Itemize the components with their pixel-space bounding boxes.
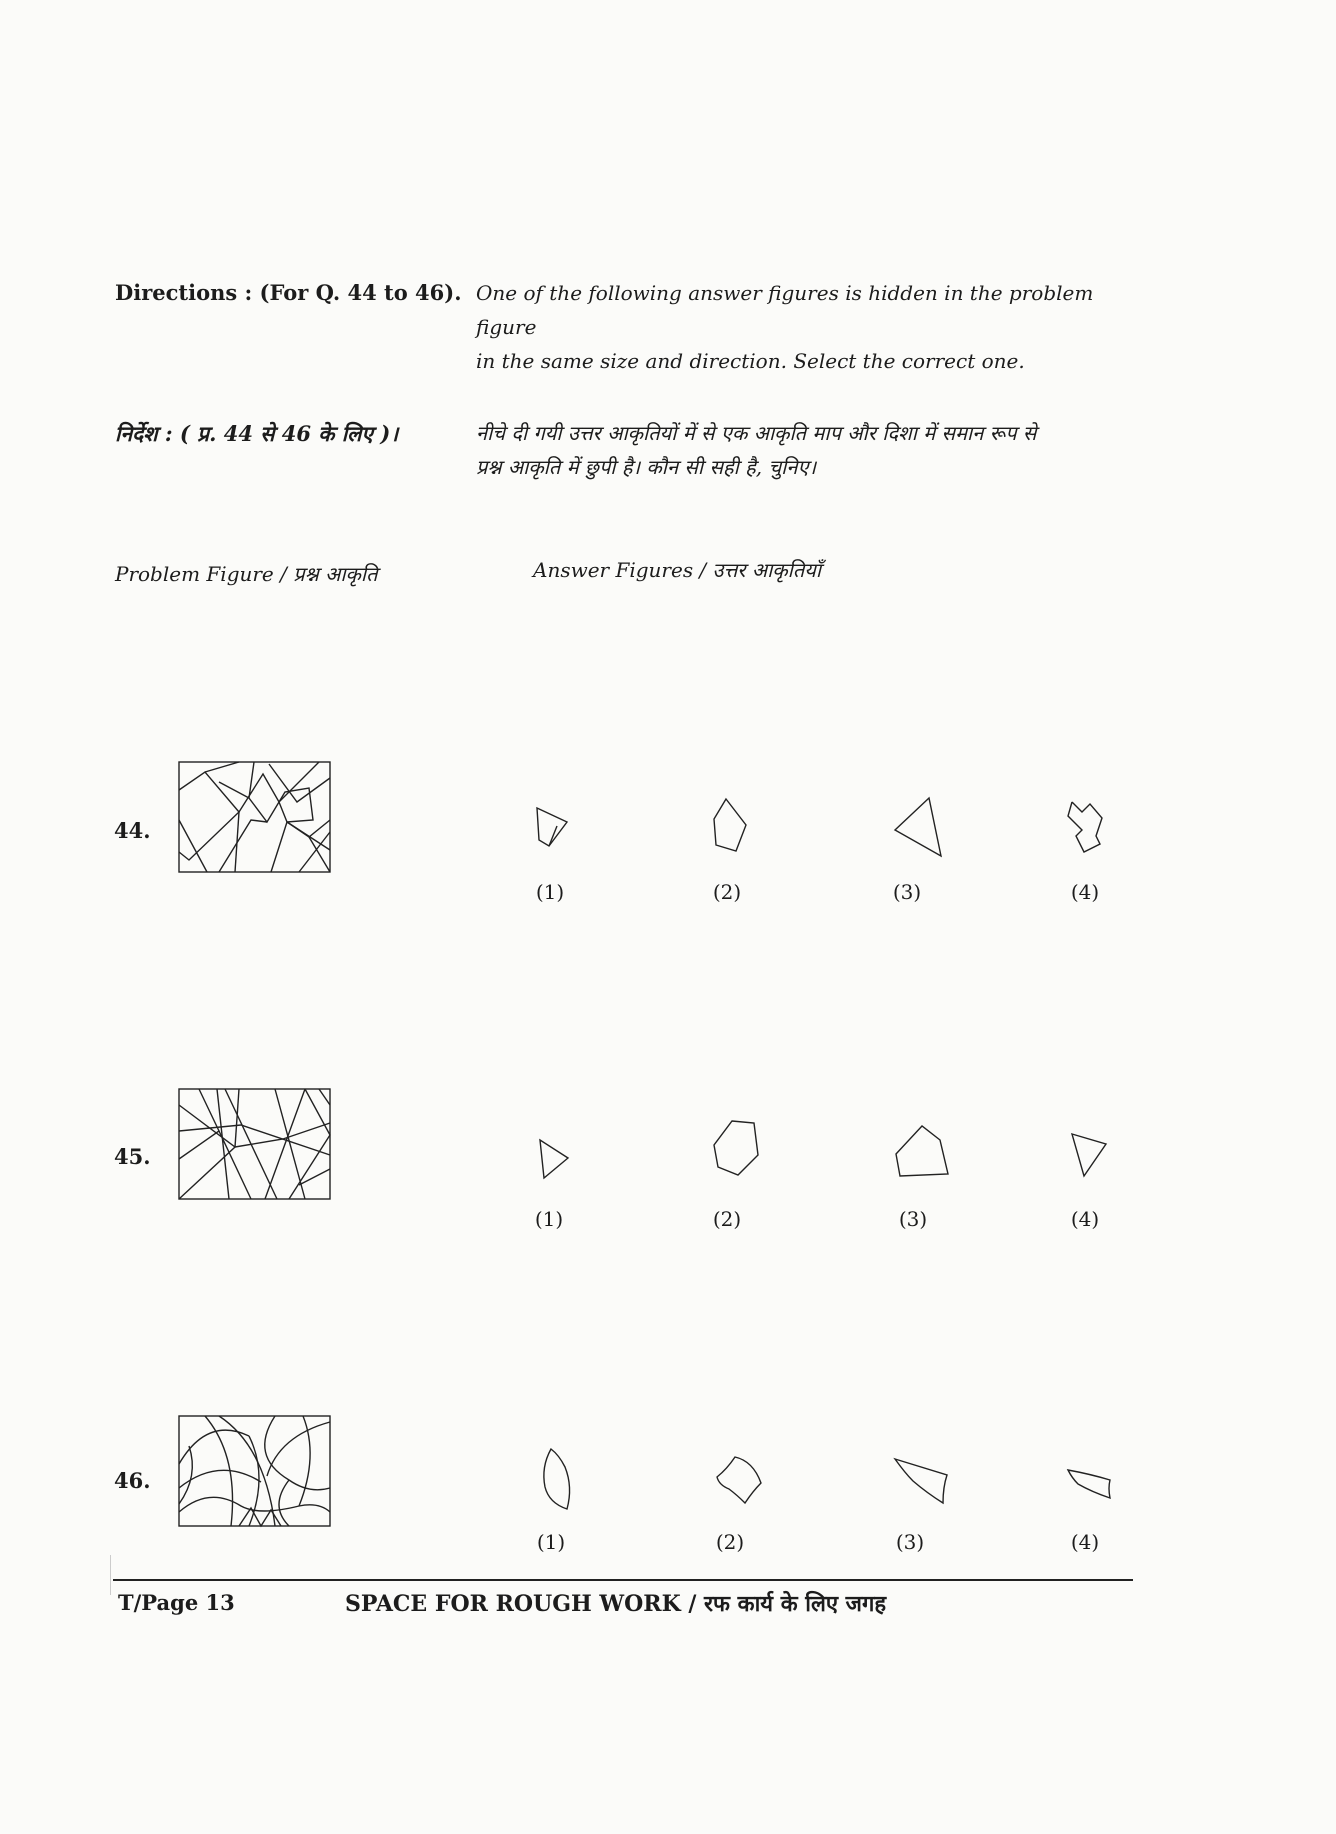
directions-text-en-line2: in the same size and direction. Select the correct one.	[476, 349, 1025, 373]
q45-option-4-figure	[1070, 1132, 1110, 1180]
q44-option-1-figure	[535, 806, 571, 850]
q44-option-4-label[interactable]: (4)	[1070, 880, 1100, 904]
q46-option-3-figure	[893, 1457, 951, 1505]
question-45-number: 45.	[114, 1144, 151, 1169]
question-44-number: 44.	[114, 818, 151, 843]
q44-problem-figure	[179, 762, 331, 874]
directions-text-en	[476, 276, 1156, 378]
q44-option-2-figure	[712, 797, 748, 857]
problem-figure-header: Problem Figure / प्रश्न आकृति	[115, 562, 378, 586]
q46-option-4-figure	[1066, 1466, 1114, 1502]
q45-option-1-label[interactable]: (1)	[534, 1207, 564, 1231]
q44-option-2-label[interactable]: (2)	[712, 880, 742, 904]
directions-text-hi-line2: प्रश्न आकृति में छुपी है। कौन सी सही है, चुनिए।	[476, 455, 817, 479]
q45-problem-figure	[179, 1089, 331, 1201]
directions-text-en-line1: One of the following answer figures is hidden in the problem figure	[476, 281, 1094, 339]
q45-option-2-label[interactable]: (2)	[712, 1207, 742, 1231]
q46-option-1-label[interactable]: (1)	[536, 1530, 566, 1554]
q46-option-1-figure	[539, 1447, 573, 1513]
q44-option-4-figure	[1066, 800, 1106, 854]
footer-rule	[113, 1579, 1133, 1581]
q46-option-2-figure	[715, 1455, 765, 1507]
q45-option-3-label[interactable]: (3)	[898, 1207, 928, 1231]
q45-option-3-figure	[892, 1124, 952, 1180]
directions-label-en: Directions : (For Q. 44 to 46).	[115, 280, 462, 305]
q44-option-3-label[interactable]: (3)	[892, 880, 922, 904]
directions-label-hi: निर्देश : ( प्र. 44 से 46 के लिए )।	[115, 421, 399, 446]
directions-text-hi-line1: नीचे दी गयी उत्तर आकृतियों में से एक आकृति माप और दिशा में समान रूप से	[476, 421, 1037, 445]
q46-option-3-label[interactable]: (3)	[895, 1530, 925, 1554]
q46-option-2-label[interactable]: (2)	[715, 1530, 745, 1554]
q45-option-1-figure	[536, 1136, 572, 1182]
page-number: T/Page 13	[118, 1590, 235, 1615]
q46-problem-figure	[179, 1416, 331, 1528]
q44-option-3-figure	[893, 796, 943, 858]
directions-text-hi	[476, 416, 1156, 484]
answer-figures-header: Answer Figures / उत्तर आकृतियाँ	[533, 558, 822, 582]
question-46-number: 46.	[114, 1468, 151, 1493]
q45-option-4-label[interactable]: (4)	[1070, 1207, 1100, 1231]
margin-mark	[110, 1555, 111, 1595]
q44-option-1-label[interactable]: (1)	[535, 880, 565, 904]
q45-option-2-figure	[712, 1119, 760, 1181]
q46-option-4-label[interactable]: (4)	[1070, 1530, 1100, 1554]
rough-work-note: SPACE FOR ROUGH WORK / रफ कार्य के लिए जगह	[345, 1591, 887, 1617]
